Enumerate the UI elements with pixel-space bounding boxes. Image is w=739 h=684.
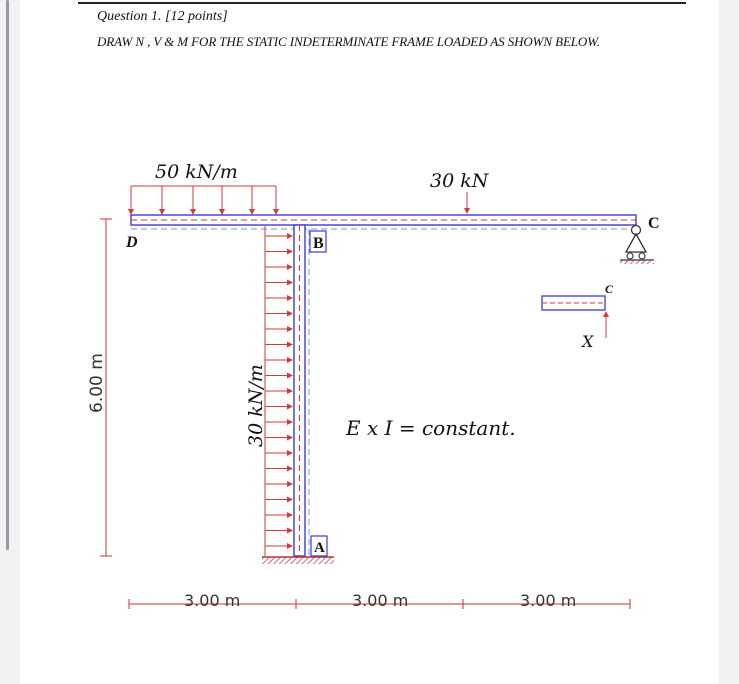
node-label-c: C bbox=[648, 215, 660, 232]
section-detail bbox=[542, 296, 606, 338]
column-udl-load bbox=[265, 226, 292, 556]
question-instruction: DRAW N , V & M FOR THE STATIC INDETERMINATE FRAME LOADED AS SHOWN BELOW. bbox=[97, 34, 600, 49]
span-2-label: 3.00 m bbox=[352, 591, 409, 610]
top-udl-load bbox=[131, 186, 276, 214]
column-udl-label: 30 kN/m bbox=[245, 364, 267, 447]
point-load-label: 30 kN bbox=[430, 170, 489, 192]
height-dimension-label: 6.00 m bbox=[87, 353, 107, 413]
node-label-d: D bbox=[126, 234, 138, 251]
span-3-label: 3.00 m bbox=[520, 591, 577, 610]
fixed-support-a bbox=[262, 557, 334, 564]
ei-constant-label: E x I = constant. bbox=[346, 416, 516, 440]
beam-dc bbox=[131, 215, 636, 229]
detail-label-x: X bbox=[582, 332, 594, 351]
question-title: Question 1. [12 points] bbox=[97, 9, 228, 24]
detail-label-c: C bbox=[605, 282, 614, 296]
node-label-a: A bbox=[314, 540, 325, 556]
column-ba bbox=[294, 225, 309, 556]
span-1-label: 3.00 m bbox=[184, 591, 241, 610]
node-label-b: B bbox=[313, 235, 324, 252]
top-udl-label: 50 kN/m bbox=[155, 161, 238, 183]
